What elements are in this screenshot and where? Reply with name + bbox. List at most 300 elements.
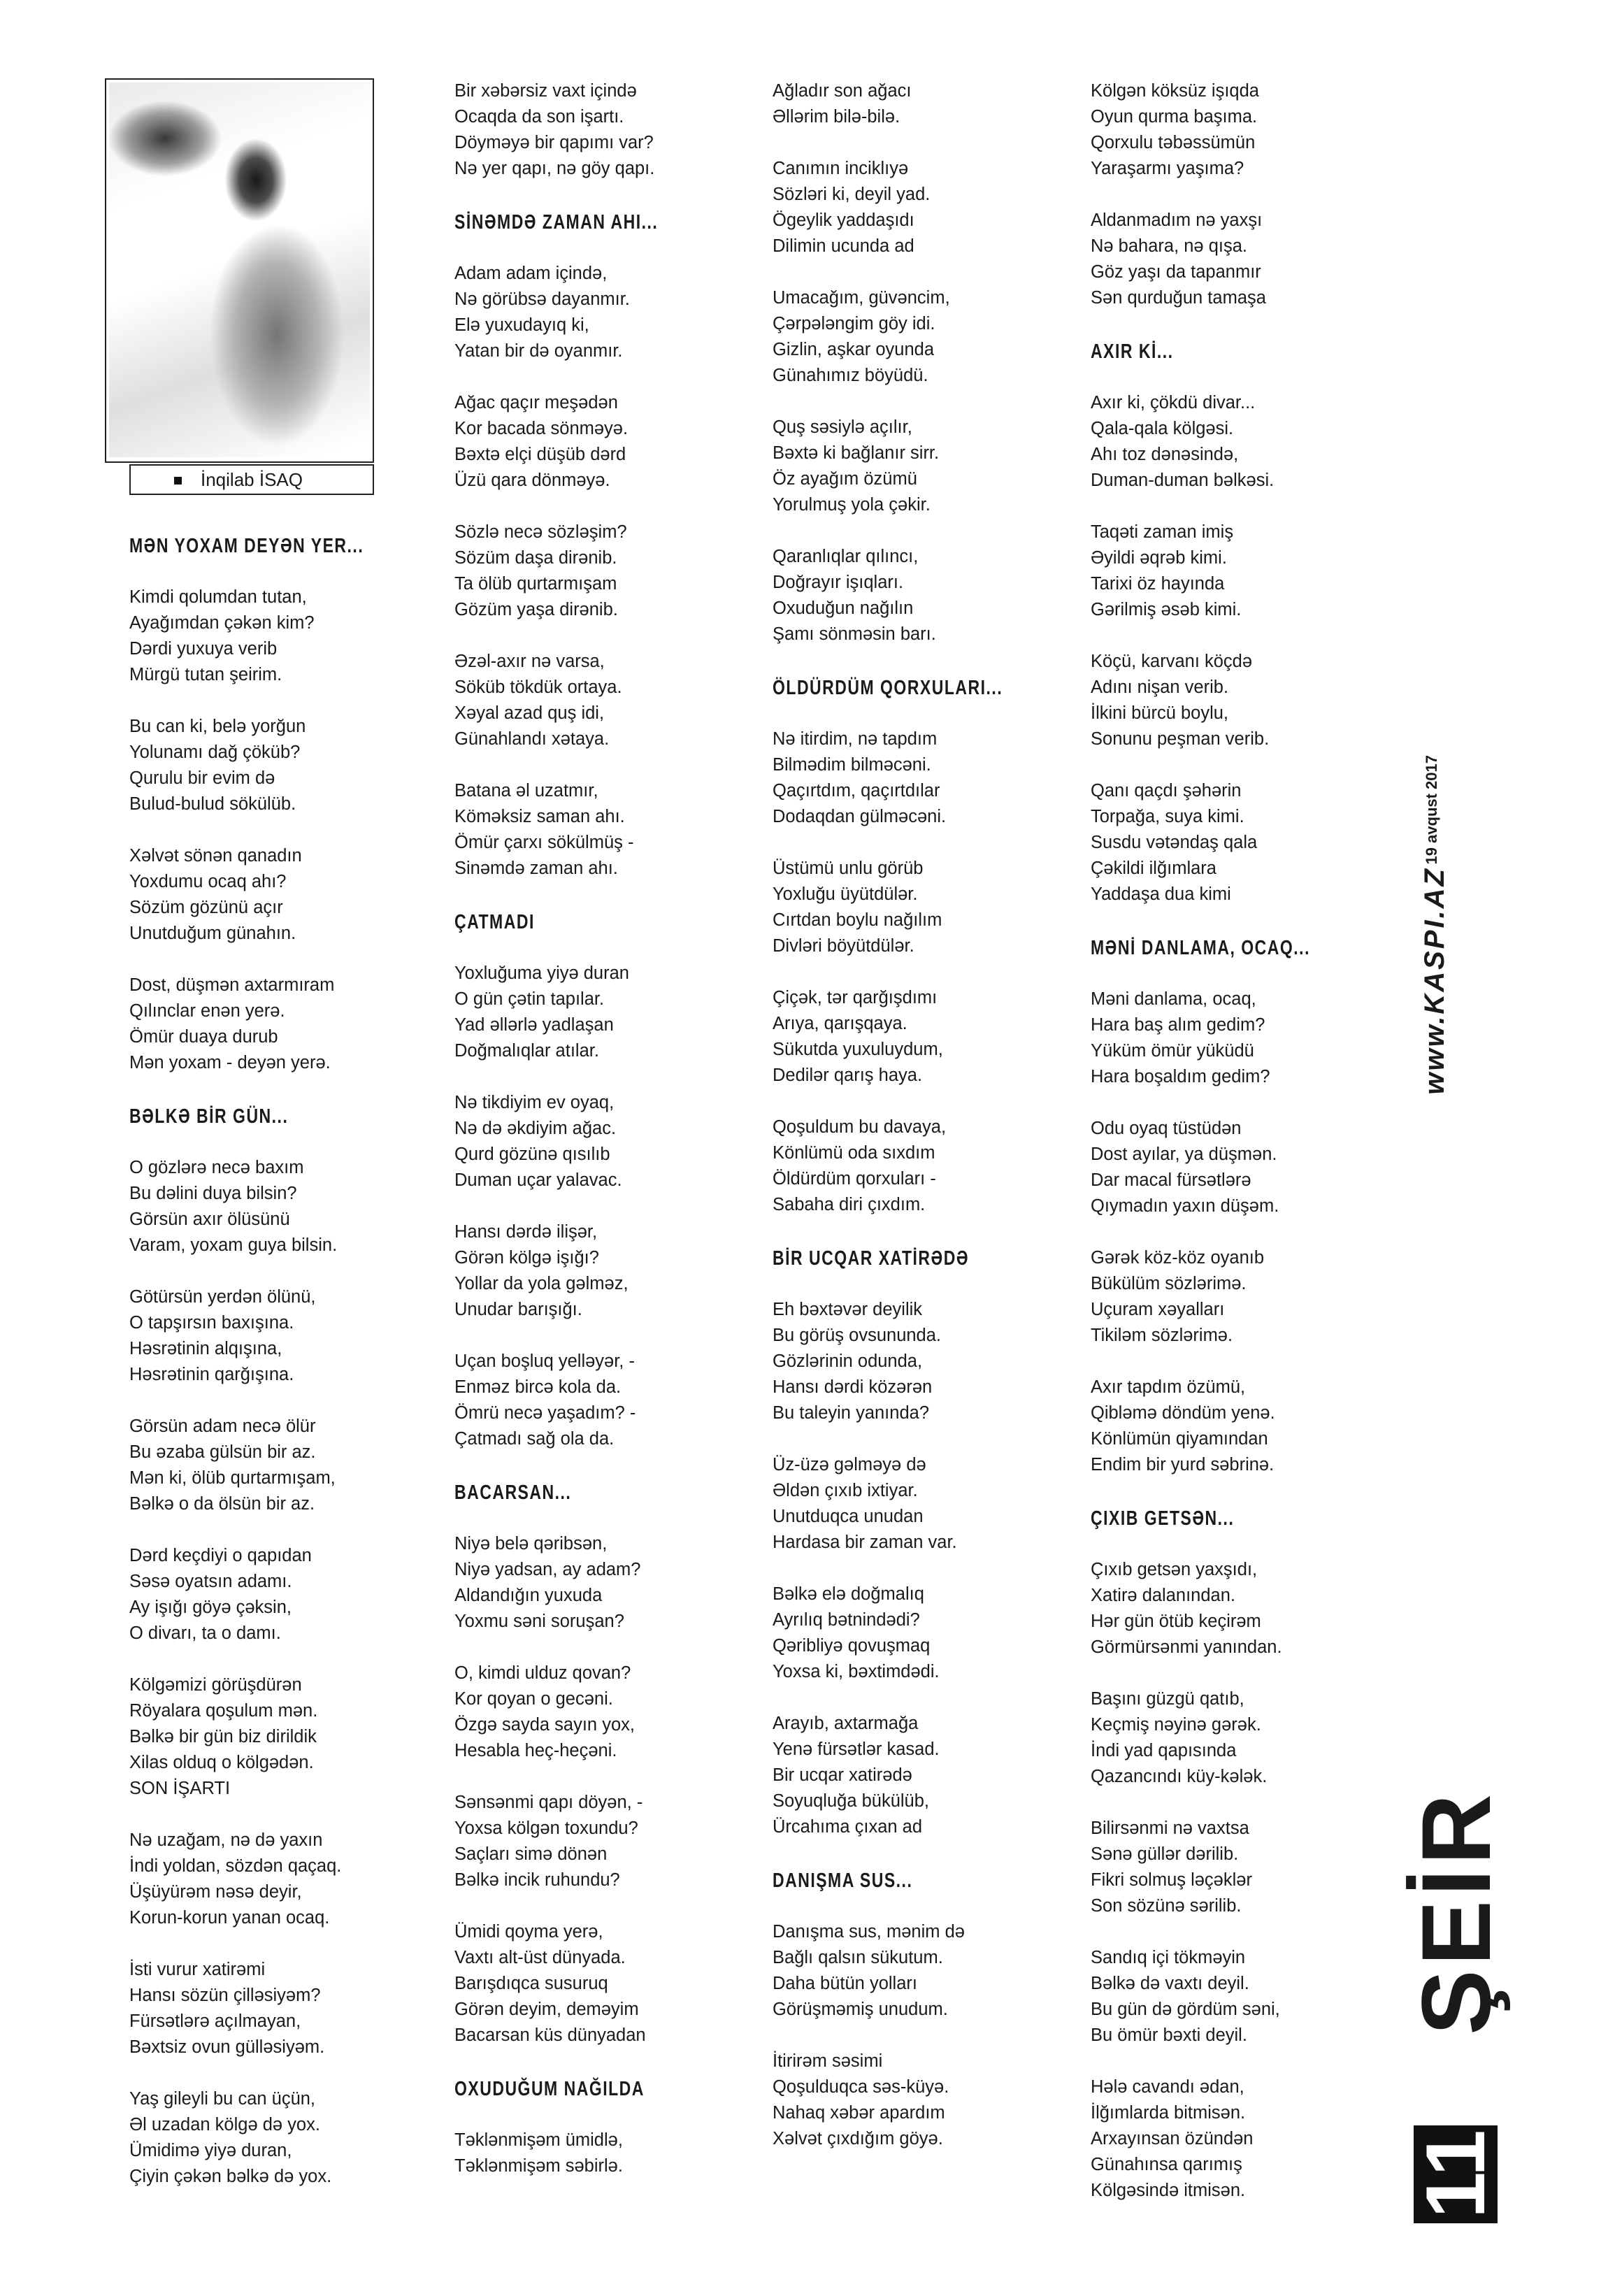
poem-title: DANIŞMA SUS...	[773, 1868, 913, 1892]
stanza	[129, 1543, 409, 1646]
poem-line: Bəxtə elçi düşüb dərd	[454, 445, 626, 464]
poem-line: Hansı sözün çilləsiyəm?	[129, 1986, 321, 2005]
poem-line: Bəlkə elə doğmalıq	[773, 1584, 924, 1604]
poem-line: Qibləmə döndüm yenə.	[1091, 1403, 1275, 1423]
poem-line: Günahlandı xətaya.	[454, 729, 610, 749]
poem-line: Vaxtı alt-üst dünyada.	[454, 1948, 626, 1967]
poem-line: Hansı dərdi közərən	[773, 1377, 933, 1397]
poem-line: Qurulu bir evim də	[129, 768, 275, 788]
stanza	[1091, 208, 1384, 311]
poem-line: Çiyin çəkən bəlkə də yox.	[129, 2167, 332, 2186]
stanza	[129, 1672, 409, 1802]
poem-title: BƏLKƏ BİR GÜN...	[129, 1104, 289, 1128]
poem-line: Qurd gözünə qısılıb	[454, 1145, 610, 1164]
poem-line: Aldandığın yuxuda	[454, 1586, 603, 1605]
stanza	[773, 415, 1059, 518]
poem-line: Bu can ki, belə yorğun	[129, 717, 306, 736]
stanza	[129, 1957, 409, 2060]
poem-line: Bu taleyin yanında?	[773, 1403, 929, 1423]
stanza	[454, 778, 741, 882]
poem-line: Dar macal fürsətlərə	[1091, 1170, 1251, 1190]
poem-line: Üzü qara dönməyə.	[454, 471, 610, 490]
poem-line: Sənsənmi qapı döyən, -	[454, 1793, 643, 1812]
poem-line: Əl uzadan kölgə də yox.	[129, 2115, 320, 2134]
column-2	[454, 78, 741, 2205]
poem-line: Kimdi qolumdan tutan,	[129, 587, 307, 607]
poem-line: Dost, düşmən axtarmıram	[129, 975, 335, 995]
poem-line: Nə də əkdiyim ağac.	[454, 1119, 617, 1138]
poem-line: Çəkildi ilğımlara	[1091, 859, 1216, 878]
poem-line: Eh bəxtəvər deyilik	[773, 1300, 923, 1319]
poem-line: Sandıq içi tökməyin	[1091, 1948, 1246, 1967]
poem-line: Arxayınsan özündən	[1091, 2129, 1254, 2148]
stanza	[129, 2086, 409, 2190]
poem-line: Tarixi öz hayında	[1091, 574, 1225, 594]
poem-line: İsti vurur xatirəmi	[129, 1960, 266, 1979]
poem-line: SON İŞARTI	[129, 1779, 231, 1798]
stanza	[1091, 390, 1384, 494]
poem-line: Arayıb, axtarmağa	[773, 1714, 919, 1733]
poem-line: Oyun qurma başıma.	[1091, 107, 1258, 127]
poem-line: Nə itirdim, nə tapdım	[773, 729, 938, 749]
poem-line: Könlümün qiyamından	[1091, 1429, 1268, 1449]
stanza	[454, 649, 741, 752]
poem-line: Hesabla heç-heçəni.	[454, 1741, 617, 1760]
poem-line: Başını güzgü qatıb,	[1091, 1689, 1244, 1709]
poem-line: Sənə güllər dərilib.	[1091, 1844, 1239, 1864]
poem-line: Dedilər qarış haya.	[773, 1066, 923, 1085]
poem-line: Yenə fürsətlər kasad.	[773, 1739, 940, 1759]
poem-line: Fikri solmuş ləçəklər	[1091, 1870, 1252, 1890]
stanza	[773, 856, 1059, 959]
poem-line: Nə uzağam, nə də yaxın	[129, 1830, 323, 1850]
stanza	[454, 390, 741, 494]
poem-line: Bulud-bulud sökülüb.	[129, 794, 296, 814]
poem-line: O tapşırsın baxışına.	[129, 1313, 294, 1333]
poem-line: Həsrətinin qarğışına.	[129, 1365, 294, 1384]
poem-line: Nə görübsə dayanmır.	[454, 289, 630, 309]
poem-line: Son sözünə sərilib.	[1091, 1896, 1242, 1916]
stanza	[129, 1828, 409, 1931]
stanza	[773, 1297, 1059, 1426]
poem-line: Bəlkə bir gün biz dirildik	[129, 1727, 317, 1746]
poem-line: Unutduqca unudan	[773, 1507, 924, 1526]
poem-line: Kölgəmizi görüşdürən	[129, 1675, 302, 1695]
poem-line: Yad əllərlə yadlaşan	[454, 1015, 614, 1035]
poem-line: Nə tikdiyim ev oyaq,	[454, 1093, 615, 1112]
stanza	[454, 1531, 741, 1635]
stanza	[773, 544, 1059, 647]
poem-line: Saçları simə dönən	[454, 1844, 608, 1864]
poem-line: O gözlərə necə baxım	[129, 1158, 304, 1177]
poem-line: Yoxluğu üyütdülər.	[773, 884, 918, 904]
poem-line: Taqəti zaman imiş	[1091, 522, 1234, 542]
stanza	[1091, 649, 1384, 752]
poem-line: Günahınsa qarımış	[1091, 2155, 1242, 2174]
poem-line: Keçmiş nəyinə gərək.	[1091, 1715, 1261, 1735]
poem-line: Gərək köz-köz oyanıb	[1091, 1248, 1265, 1268]
poem-line: Niyə yadsan, ay adam?	[454, 1560, 641, 1579]
poem-line: Göz yaşı da tapanmır	[1091, 262, 1261, 282]
poem-line: Dost ayılar, ya düşmən.	[1091, 1145, 1277, 1164]
stanza	[773, 1581, 1059, 1685]
stanza	[1091, 986, 1384, 1090]
author-photo-frame	[105, 78, 374, 463]
poem-line: Ahı toz dənəsində,	[1091, 445, 1239, 464]
poem-line: Dodaqdan gülməcəni.	[773, 807, 947, 826]
stanza	[454, 78, 741, 182]
poem-line: Ümidimə yiyə duran,	[129, 2141, 292, 2160]
stanza	[1091, 1375, 1384, 1478]
stanza	[1091, 1245, 1384, 1349]
poem-title: BACARSAN...	[454, 1480, 572, 1504]
poem-line: Söküb tökdük ortaya.	[454, 677, 622, 697]
poem-line: Yolunamı dağ çöküb?	[129, 742, 301, 762]
poem-line: Əldən çıxıb ixtiyar.	[773, 1481, 918, 1500]
poem-line: Yüküm ömür yüküdü	[1091, 1041, 1254, 1061]
poem-line: Gözüm yaşa dirənib.	[454, 600, 618, 619]
poem-line: Ay işığı göyə çəksin,	[129, 1598, 292, 1617]
poem-line: Hara boşaldım gedim?	[1091, 1067, 1270, 1086]
poem-title: BİR UCQAR XATİRƏDƏ	[773, 1246, 970, 1270]
poem-line: Yaraşarmı yaşıma?	[1091, 159, 1244, 178]
poem-line: Könlümü oda sıxdım	[773, 1143, 935, 1163]
section-title: ŞEİR	[1401, 1790, 1511, 2035]
stanza	[773, 285, 1059, 389]
poem-line: Danışma sus, mənim də	[773, 1922, 965, 1942]
poem-line: Sinəmdə zaman ahı.	[454, 859, 618, 878]
poem-line: O divarı, ta o damı.	[129, 1623, 281, 1643]
poem-line: Yoxsa ki, bəxtimdədi.	[773, 1662, 940, 1681]
poem-line: Üz-üzə gəlməyə də	[773, 1455, 926, 1475]
poem-line: Görmürsənmi yanından.	[1091, 1637, 1282, 1657]
poem-line: Enməz bircə kola da.	[454, 1377, 622, 1397]
poem-line: Çıxıb getsən yaxşıdı,	[1091, 1560, 1258, 1579]
column-4	[1091, 78, 1384, 2230]
poem-line: Gözlərinin odunda,	[773, 1351, 923, 1371]
poem-line: Bacarsan küs dünyadan	[454, 2025, 646, 2045]
poem-line: Çatmadı sağ ola da.	[454, 1429, 615, 1449]
poem-line: O gün çətin tapılar.	[454, 989, 605, 1009]
poem-line: Hansı dərdə ilişər,	[454, 1222, 598, 1242]
poem-line: Yollar da yola gəlməz,	[454, 1274, 629, 1293]
poem-line: Torpağa, suya kimi.	[1091, 807, 1244, 826]
poem-line: Yoxsa kölgən toxundu?	[454, 1818, 638, 1838]
poem-title: ÇATMADI	[454, 910, 535, 933]
poem-line: Xəlvət çıxdığım göyə.	[773, 2129, 943, 2148]
poem-line: Ayağımdan çəkən kim?	[129, 613, 315, 633]
stanza	[129, 714, 409, 817]
poem-line: Həsrətinin alqışına,	[129, 1339, 282, 1358]
poem-line: Qoşulduqca səs-küyə.	[773, 2077, 949, 2097]
poem-line: Köçü, karvanı köçdə	[1091, 652, 1253, 671]
issue-date: 19 avqust 2017	[1423, 755, 1440, 865]
poem-line: Gizlin, aşkar oyunda	[773, 340, 935, 359]
poem-line: Bu əzaba gülsün bir az.	[129, 1442, 316, 1462]
poem-line: Ümidi qoyma yerə,	[454, 1922, 603, 1942]
poem-title: AXIR Kİ...	[1091, 339, 1174, 363]
author-caption	[129, 464, 374, 495]
poem-line: Döyməyə bir qapımı var?	[454, 133, 654, 152]
poem-line: Qanı qaçdı şəhərin	[1091, 781, 1242, 801]
stanza	[129, 1284, 409, 1388]
stanza	[773, 1711, 1059, 1840]
poem-line: İtirirəm səsimi	[773, 2051, 883, 2071]
poem-line: Sözüm gözünü açır	[129, 898, 283, 917]
stanza	[454, 1219, 741, 1323]
poem-line: Susdu vətəndaş qala	[1091, 833, 1258, 852]
poem-line: Çiçək, tər qarğışdımı	[773, 988, 938, 1007]
poem-line: Bu gün də gördüm səni,	[1091, 2000, 1280, 2019]
poem-line: Doğrayır işıqları.	[773, 573, 904, 592]
poem-line: Qılınclar enən yerə.	[129, 1001, 285, 1021]
poem-line: Görsün adam necə ölür	[129, 1416, 316, 1436]
poem-line: Sonunu peşman verib.	[1091, 729, 1270, 749]
stanza	[454, 1349, 741, 1452]
poem-line: Hər gün ötüb keçirəm	[1091, 1612, 1261, 1631]
poem-line: Dərd keçdiyi o qapıdan	[129, 1546, 312, 1565]
poem-line: Barışdıqca susuruq	[454, 1974, 608, 1993]
poem-line: Yaddaşa dua kimi	[1091, 884, 1231, 904]
poem-line: Bağlı qalsın sükutum.	[773, 1948, 943, 1967]
poem-line: Soyuqluğa bükülüb,	[773, 1791, 930, 1811]
poem-line: Ögeylik yaddaşıdı	[773, 210, 914, 230]
poem-line: Unutduğum günahın.	[129, 924, 296, 943]
poem-line: Duman-duman bəlkəsi.	[1091, 471, 1275, 490]
poem-line: Bilirsənmi nə vaxtsa	[1091, 1818, 1249, 1838]
poem-line: Yatan bir də oyanmır.	[454, 341, 623, 361]
column-1	[129, 531, 409, 2216]
stanza	[1091, 778, 1384, 907]
poem-line: Arıya, qarışqaya.	[773, 1014, 907, 1033]
poem-line: Ömür çarxı sökülmüş -	[454, 833, 634, 852]
poem-line: Yoxluğuma yiyə duran	[454, 963, 629, 983]
poem-line: Gərilmiş əsəb kimi.	[1091, 600, 1242, 619]
poem-line: Qala-qala kölgəsi.	[1091, 419, 1234, 438]
stanza	[1091, 1116, 1384, 1219]
poem-line: Mən ki, ölüb qurtarmışam,	[129, 1468, 336, 1488]
poem-line: Varam, yoxam guya bilsin.	[129, 1235, 338, 1255]
poem-line: Yorulmuş yola çəkir.	[773, 495, 931, 515]
stanza	[773, 156, 1059, 259]
poem-line: İndi yoldan, sözdən qaçaq.	[129, 1856, 342, 1876]
poem-line: Xəyal azad quş idi,	[454, 703, 605, 723]
poem-line: Bəlkə o da ölsün bir az.	[129, 1494, 315, 1514]
poem-line: O, kimdi ulduz qovan?	[454, 1663, 631, 1683]
poem-line: Xəlvət sönən qanadın	[129, 846, 302, 866]
stanza	[1091, 78, 1384, 182]
poem-line: Ömrü necə yaşadım? -	[454, 1403, 636, 1423]
poem-line: Sözüm daşa dirənib.	[454, 548, 617, 568]
stanza	[454, 1919, 741, 2049]
poem-line: Günahımız böyüdü.	[773, 366, 928, 385]
poem-line: Əzəl-axır nə varsa,	[454, 652, 605, 671]
poem-line: Şamı sönməsin barı.	[773, 624, 936, 644]
poem-title: ÇIXIB GETSƏN...	[1091, 1506, 1235, 1530]
stanza	[773, 985, 1059, 1089]
poem-line: Nahaq xəbər apardım	[773, 2103, 945, 2123]
page-number: 11	[1414, 2125, 1498, 2223]
poem-line: İlğımlarda bitmisən.	[1091, 2103, 1246, 2123]
stanza	[129, 843, 409, 947]
poem-line: Doğmalıqlar atılar.	[454, 1041, 599, 1061]
bullet-square-icon	[174, 477, 182, 485]
stanza	[773, 2049, 1059, 2152]
stanza	[1091, 2074, 1384, 2204]
poem-line: Axır tapdım özümü,	[1091, 1377, 1246, 1397]
poem-line: Qıymadın yaxın düşəm.	[1091, 1196, 1279, 1216]
poem-line: Duman uçar yalavac.	[454, 1170, 622, 1190]
poem-line: Dərdi yuxuya verib	[129, 639, 278, 659]
poem-line: Bilmədim bilməcəni.	[773, 755, 931, 775]
stanza	[454, 961, 741, 1064]
poem-line: Bükülüm sözlərimə.	[1091, 1274, 1247, 1293]
poem-line: Qorxulu təbəssümün	[1091, 133, 1256, 152]
poem-line: Qəribliyə qovuşmaq	[773, 1636, 931, 1656]
author-photo	[109, 82, 370, 457]
stanza	[454, 261, 741, 364]
poem-line: Ta ölüb qurtarmışam	[454, 574, 617, 594]
poem-line: Uçan boşluq yelləyər, -	[454, 1351, 635, 1371]
poem-line: Yoxdumu ocaq ahı?	[129, 872, 287, 891]
poem-line: Qaçırtdım, qaçırtdılar	[773, 781, 940, 801]
poem-line: Qazancındı küy-kələk.	[1091, 1767, 1268, 1786]
stanza	[129, 973, 409, 1076]
poem-line: Axır ki, çökdü divar...	[1091, 393, 1256, 412]
stanza	[129, 1155, 409, 1258]
stanza	[1091, 1557, 1384, 1660]
stanza	[129, 1414, 409, 1517]
author-name: İnqilab İSAQ	[201, 469, 303, 490]
poem-line: Səsə oyatsın adamı.	[129, 1572, 292, 1591]
stanza	[773, 1919, 1059, 2023]
poem-line: Oxuduğun nağılın	[773, 598, 914, 618]
poem-line: Bəlkə incik ruhundu?	[454, 1870, 620, 1890]
poem-line: Bəxtsiz ovun gülləsiyəm.	[129, 2037, 325, 2057]
poem-line: Əllərim bilə-bilə.	[773, 107, 900, 127]
poem-line: Hardasa bir zaman var.	[773, 1533, 957, 1552]
stanza	[454, 1090, 741, 1193]
stanza	[129, 584, 409, 688]
poem-line: Görən deyim, deməyim	[454, 2000, 639, 2019]
stanza	[773, 78, 1059, 130]
poem-line: Dilimin ucunda ad	[773, 236, 914, 256]
poem-line: Adam adam içində,	[454, 264, 608, 283]
poem-line: Batana əl uzatmır,	[454, 781, 598, 801]
poem-line: Qoşuldum bu davaya,	[773, 1117, 947, 1137]
poem-line: Nə yer qapı, nə göy qapı.	[454, 159, 655, 178]
poem-title: ÖLDÜRDÜM QORXULARI...	[773, 675, 1003, 699]
stanza	[1091, 1945, 1384, 2049]
stanza	[773, 1114, 1059, 1218]
poem-line: Unudar barışığı.	[454, 1300, 582, 1319]
poem-line: Görsün axır ölüsünü	[129, 1210, 290, 1229]
poem-line: Xatirə dalanından.	[1091, 1586, 1235, 1605]
poem-line: Mən yoxam - deyən yerə.	[129, 1053, 331, 1072]
poem-title: MƏNİ DANLAMA, OCAQ...	[1091, 935, 1310, 959]
poem-line: Sözləri ki, deyil yad.	[773, 185, 931, 204]
poem-line: Tikiləm sözlərimə.	[1091, 1326, 1233, 1345]
stanza	[454, 1660, 741, 1764]
poem-line: Bəlkə də vaxtı deyil.	[1091, 1974, 1249, 1993]
poem-line: Bir ucqar xatirədə	[773, 1765, 912, 1785]
poem-line: Görüşməmiş unudum.	[773, 2000, 948, 2019]
stanza	[454, 1790, 741, 1893]
poem-line: Hara baş alım gedim?	[1091, 1015, 1265, 1035]
poem-line: Sən qurduğun tamaşa	[1091, 288, 1266, 308]
poem-title: SİNƏMDƏ ZAMAN AHI...	[454, 210, 659, 234]
poem-line: Bəxtə ki bağlanır sirr.	[773, 443, 940, 463]
poem-line: Kölgəsində itmisən.	[1091, 2181, 1246, 2200]
poem-line: Endim bir yurd səbrinə.	[1091, 1455, 1275, 1475]
poem-line: Korun-korun yanan ocaq.	[129, 1908, 330, 1928]
poem-line: Umacağım, güvəncim,	[773, 288, 950, 308]
site-url: www.KASPI.AZ	[1419, 867, 1450, 1095]
stanza	[1091, 519, 1384, 623]
stanza	[1091, 1816, 1384, 1919]
poem-line: Bir xəbərsiz vaxt içində	[454, 81, 637, 101]
poem-line: Təklənmişəm ümidlə,	[454, 2130, 623, 2150]
poem-line: Cırtdan boylu nağılım	[773, 910, 942, 930]
poem-line: Sükutda yuxuluydum,	[773, 1040, 943, 1059]
poem-line: Aldanmadım nə yaxşı	[1091, 210, 1263, 230]
poem-line: Yaş gileyli bu can üçün,	[129, 2089, 316, 2109]
poem-line: İndi yad qapısında	[1091, 1741, 1237, 1760]
poem-line: İlkini bürcü boylu,	[1091, 703, 1229, 723]
poem-line: Canımın inciklıyə	[773, 159, 909, 178]
poem-line: Kor bacada sönməyə.	[454, 419, 629, 438]
poem-line: Qaranlıqlar qılıncı,	[773, 547, 919, 566]
poem-line: Hələ cavandı ədan,	[1091, 2077, 1244, 2097]
column-3	[773, 78, 1059, 2178]
poem-line: Kor qoyan o gecəni.	[454, 1689, 613, 1709]
poem-line: Görən kölgə işığı?	[454, 1248, 599, 1268]
poem-line: Uçuram xəyalları	[1091, 1300, 1225, 1319]
poem-line: Nə bahara, nə qışa.	[1091, 236, 1247, 256]
poem-line: Əyildi əqrəb kimi.	[1091, 548, 1227, 568]
poem-line: Üstümü unlu görüb	[773, 859, 924, 878]
stanza	[773, 1452, 1059, 1556]
poem-line: Özgə sayda sayın yox,	[454, 1715, 635, 1735]
poem-line: Elə yuxudayıq ki,	[454, 315, 589, 335]
poem-line: Kölgən köksüz işıqda	[1091, 81, 1259, 101]
poem-line: Ürcahıma çıxan ad	[773, 1817, 923, 1837]
poem-line: Üşüyürəm nəsə deyir,	[129, 1882, 302, 1902]
poem-line: Odu oyaq tüstüdən	[1091, 1119, 1242, 1138]
poem-line: Təklənmişəm səbirlə.	[454, 2156, 623, 2176]
poem-line: Ömür duaya durub	[129, 1027, 278, 1047]
poem-line: Quş səsiylə açılır,	[773, 417, 912, 437]
stanza	[454, 2128, 741, 2179]
poem-title: MƏN YOXAM DEYƏN YER...	[129, 533, 364, 557]
poem-title: OXUDUĞUM NAĞILDA	[454, 2076, 645, 2100]
stanza	[454, 519, 741, 623]
poem-line: Ayrılıq bətnindədi?	[773, 1610, 920, 1630]
poem-line: Çərpələngim göy idi.	[773, 314, 935, 333]
poem-line: Röyalara qoşulum mən.	[129, 1701, 318, 1721]
poem-line: Ocaqda da son işartı.	[454, 107, 624, 127]
poem-line: Öz ayağım özümü	[773, 469, 917, 489]
poem-line: Xilas olduq o kölgədən.	[129, 1753, 314, 1772]
poem-line: Mürgü tutan şeirim.	[129, 665, 282, 684]
poem-line: Daha bütün yolları	[773, 1974, 917, 1993]
poem-line: Ağladır son ağacı	[773, 81, 912, 101]
stanza	[1091, 1686, 1384, 1790]
poem-line: Sözlə necə sözləşim?	[454, 522, 627, 542]
poem-line: Niyə belə qəribsən,	[454, 1534, 608, 1554]
poem-line: Bu görüş ovsununda.	[773, 1326, 942, 1345]
poem-line: Bu ömür bəxti deyil.	[1091, 2025, 1247, 2045]
